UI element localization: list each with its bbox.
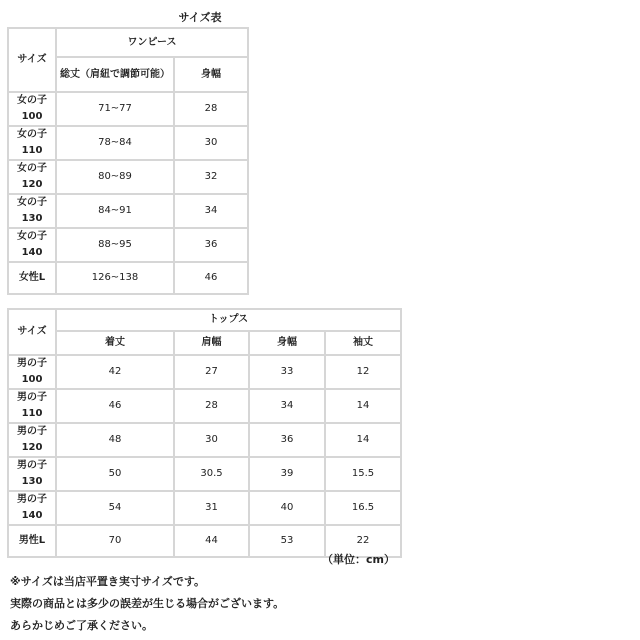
note-line: 実際の商品とは多少の誤差が生じる場合がございます。 [10, 597, 285, 610]
table-row [8, 491, 401, 525]
length-value: 46 [56, 389, 174, 423]
width-value: 30 [174, 126, 248, 160]
length-value: 80~89 [56, 160, 174, 194]
sleeve-value: 14 [325, 389, 401, 423]
size-header: サイズ [8, 28, 56, 92]
width-value: 34 [249, 389, 325, 423]
size-label: 男の子 110 [8, 389, 56, 423]
table-row [8, 228, 248, 262]
length-value: 71~77 [56, 92, 174, 126]
sleeve-value: 16.5 [325, 491, 401, 525]
length-value: 78~84 [56, 126, 174, 160]
shoulder-value: 44 [174, 525, 249, 557]
table-row [8, 92, 248, 126]
table-row [8, 457, 401, 491]
table-row [8, 194, 248, 228]
size-label: 男の子 100 [8, 355, 56, 389]
length-value: 48 [56, 423, 174, 457]
note-line: ※サイズは当店平置き実寸サイズです。 [10, 575, 206, 588]
notes [10, 571, 284, 637]
size-label: 男の子 130 [8, 457, 56, 491]
column-header: 着丈 [56, 331, 174, 355]
width-value: 33 [249, 355, 325, 389]
table-row [8, 389, 401, 423]
shoulder-value: 30 [174, 423, 249, 457]
width-value: 53 [249, 525, 325, 557]
length-value: 42 [56, 355, 174, 389]
column-header: 肩幅 [174, 331, 249, 355]
dress-size-table [7, 27, 249, 295]
table-row [8, 160, 248, 194]
sleeve-value: 12 [325, 355, 401, 389]
column-header: 身幅 [174, 57, 248, 92]
shoulder-value: 28 [174, 389, 249, 423]
sleeve-value: 22 [325, 525, 401, 557]
table-row [8, 355, 401, 389]
length-value: 70 [56, 525, 174, 557]
shoulder-value: 30.5 [174, 457, 249, 491]
table-row [8, 423, 401, 457]
sleeve-value: 14 [325, 423, 401, 457]
length-value: 88~95 [56, 228, 174, 262]
shoulder-value: 27 [174, 355, 249, 389]
column-header: 袖丈 [325, 331, 401, 355]
unit-note: （単位：cm） [322, 553, 395, 566]
size-label: 男性L [8, 525, 56, 557]
dress-group-header: ワンピース [56, 28, 248, 57]
length-value: 54 [56, 491, 174, 525]
page-title: サイズ表 [178, 11, 222, 24]
size-label: 女の子 130 [8, 194, 56, 228]
sleeve-value: 15.5 [325, 457, 401, 491]
size-label: 男の子 120 [8, 423, 56, 457]
width-value: 46 [174, 262, 248, 294]
size-label: 女の子 120 [8, 160, 56, 194]
size-label: 女の子 110 [8, 126, 56, 160]
width-value: 34 [174, 194, 248, 228]
size-label: 女性L [8, 262, 56, 294]
length-value: 126~138 [56, 262, 174, 294]
size-label: 男の子 140 [8, 491, 56, 525]
shoulder-value: 31 [174, 491, 249, 525]
width-value: 32 [174, 160, 248, 194]
table-row [8, 262, 248, 294]
length-value: 50 [56, 457, 174, 491]
width-value: 40 [249, 491, 325, 525]
size-label: 女の子 100 [8, 92, 56, 126]
width-value: 36 [249, 423, 325, 457]
table-row [8, 126, 248, 160]
width-value: 28 [174, 92, 248, 126]
size-label: 女の子 140 [8, 228, 56, 262]
column-header: 総丈（肩紐で調節可能） [56, 57, 174, 92]
width-value: 39 [249, 457, 325, 491]
width-value: 36 [174, 228, 248, 262]
tops-group-header: トップス [56, 309, 401, 331]
length-value: 84~91 [56, 194, 174, 228]
tops-size-table [7, 308, 402, 558]
size-header: サイズ [8, 309, 56, 355]
column-header: 身幅 [249, 331, 325, 355]
note-line: あらかじめご了承ください。 [10, 619, 153, 632]
